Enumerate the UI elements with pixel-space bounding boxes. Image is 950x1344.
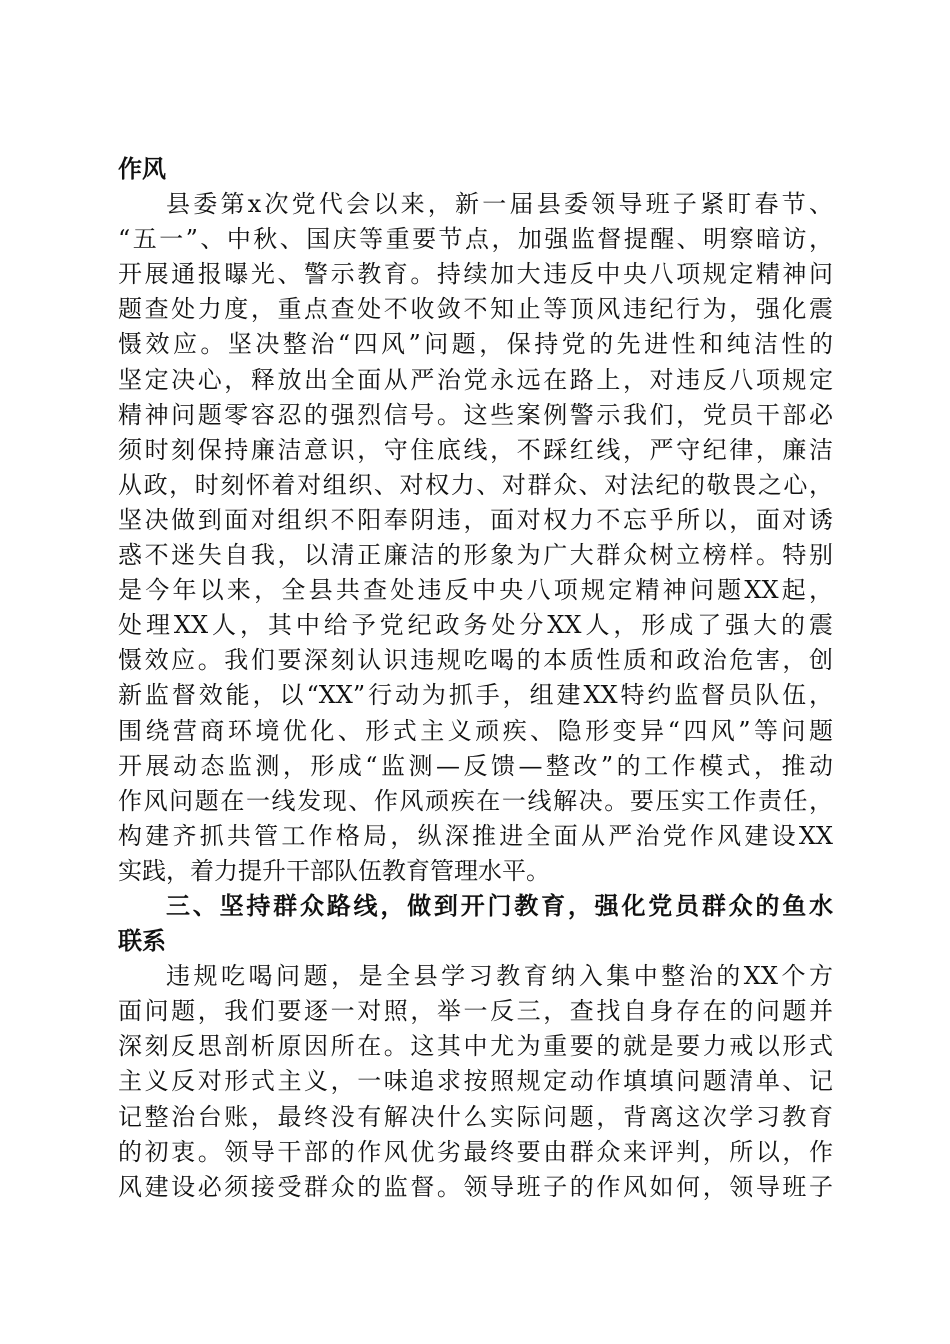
paragraph1-line-16: 围绕营商环境优化、形式主义顽疾、隐形变异“四风”等问题 bbox=[118, 716, 833, 745]
paragraph2-line-4: 主义反对形式主义，一味追求按照规定动作填填问题清单、记 bbox=[118, 1067, 833, 1096]
paragraph2-line-5: 记整治台账，最终没有解决什么实际问题，背离这次学习教育 bbox=[118, 1102, 833, 1131]
paragraph1-line-2: “五一”、中秋、国庆等重要节点，加强监督提醒、明察暗访， bbox=[118, 225, 833, 254]
paragraph2-line-6: 的初衷。领导干部的作风优劣最终要由群众来评判，所以，作 bbox=[118, 1137, 833, 1166]
paragraph2-line-7: 风建设必须接受群众的监督。领导班子的作风如何，领导班子 bbox=[118, 1172, 833, 1201]
paragraph2-line-2: 面问题，我们要逐一对照，举一反三，查找自身存在的问题并 bbox=[118, 997, 833, 1026]
paragraph1-line-5: 慑效应。坚决整治“四风”问题，保持党的先进性和纯洁性的 bbox=[118, 330, 833, 359]
paragraph1-line-20: 实践，着力提升干部队伍教育管理水平。 bbox=[118, 856, 550, 885]
paragraph1-line-15: 新监督效能，以“XX”行动为抓手，组建XX特约监督员队伍， bbox=[118, 681, 833, 710]
paragraph1-line-8: 须时刻保持廉洁意识，守住底线，不踩红线，严守纪律，廉洁 bbox=[118, 435, 833, 464]
paragraph1-line-1: 县委第x次党代会以来，新一届县委领导班子紧盯春节、 bbox=[166, 190, 833, 219]
paragraph1-line-7: 精神问题零容忍的强烈信号。这些案例警示我们，党员干部必 bbox=[118, 400, 833, 429]
paragraph1-line-17: 开展动态监测，形成“监测—反馈—整改”的工作模式，推动 bbox=[118, 751, 833, 780]
document-body bbox=[118, 152, 833, 1205]
section3-heading-line-2: 联系 bbox=[118, 927, 166, 956]
paragraph1-line-9: 从政，时刻怀着对组织、对权力、对群众、对法纪的敬畏之心， bbox=[118, 470, 833, 499]
heading-continuation: 作风 bbox=[118, 155, 166, 183]
paragraph1-line-11: 惑不迷失自我，以清正廉洁的形象为广大群众树立榜样。特别 bbox=[118, 541, 833, 570]
paragraph1-line-4: 题查处力度，重点查处不收敛不知止等顶风违纪行为，强化震 bbox=[118, 295, 833, 324]
paragraph1-line-12: 是今年以来，全县共查处违反中央八项规定精神问题XX起， bbox=[118, 576, 833, 605]
paragraph1-line-14: 慑效应。我们要深刻认识违规吃喝的本质性质和政治危害，创 bbox=[118, 646, 833, 675]
paragraph1-line-19: 构建齐抓共管工作格局，纵深推进全面从严治党作风建设XX bbox=[118, 821, 833, 850]
paragraph2-line-1: 违规吃喝问题，是全县学习教育纳入集中整治的XX个方 bbox=[166, 962, 833, 991]
paragraph2-line-3: 深刻反思剖析原因所在。这其中尤为重要的就是要力戒以形式 bbox=[118, 1032, 833, 1061]
paragraph1-line-10: 坚决做到面对组织不阳奉阴违，面对权力不忘乎所以，面对诱 bbox=[118, 505, 833, 534]
section3-heading-line-1: 三、坚持群众路线，做到开门教育，强化党员群众的鱼水 bbox=[166, 891, 833, 920]
paragraph1-line-13: 处理XX人，其中给予党纪政务处分XX人，形成了强大的震 bbox=[118, 611, 833, 640]
paragraph1-line-6: 坚定决心，释放出全面从严治党永远在路上，对违反八项规定 bbox=[118, 365, 833, 394]
paragraph1-line-18: 作风问题在一线发现、作风顽疾在一线解决。要压实工作责任， bbox=[118, 786, 833, 815]
paragraph1-line-3: 开展通报曝光、警示教育。持续加大违反中央八项规定精神问 bbox=[118, 260, 833, 289]
